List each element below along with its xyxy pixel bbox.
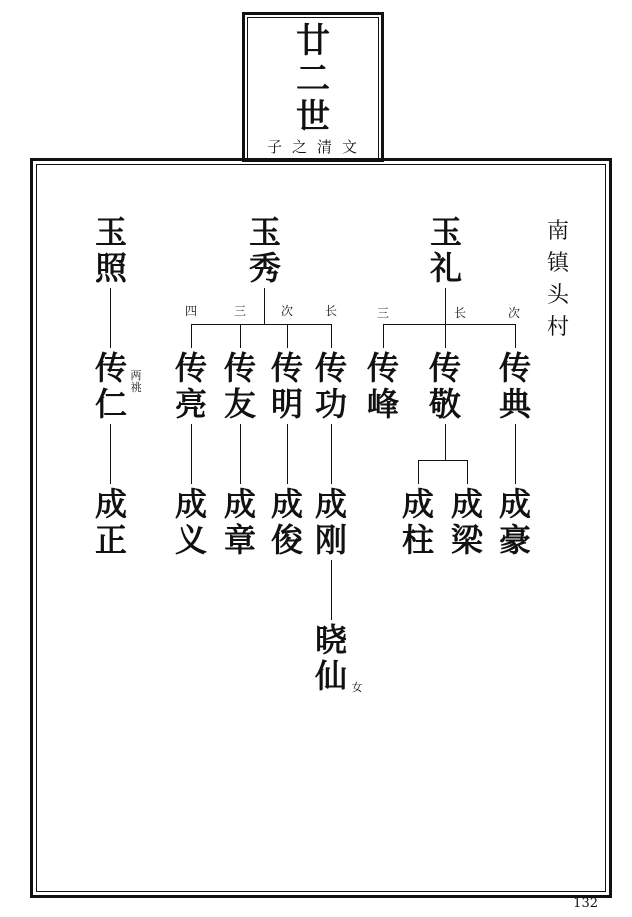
line-to-chuanyou <box>240 324 241 348</box>
person-yuli: 玉 礼 <box>429 213 462 287</box>
person-chengyi: 成 义 <box>174 485 207 559</box>
line-chenggang-xiaoxian <box>331 560 332 620</box>
person-chenggang: 成 刚 <box>314 485 347 559</box>
birth-order-label: 长 <box>324 304 337 318</box>
generation-title-char-3: 世 <box>296 97 330 137</box>
person-chengzhang: 成 章 <box>223 485 256 559</box>
generation-title-char-1: 廿 <box>296 21 330 61</box>
birth-order-label: 次 <box>507 306 520 320</box>
line-yuli-bar <box>383 324 515 325</box>
line-yuzhao-chuanren <box>110 288 111 348</box>
person-chuanjing: 传 敬 <box>428 349 461 423</box>
line-chuanyou-chengzhang <box>240 424 241 484</box>
person-yuzhao: 玉 照 <box>94 213 127 287</box>
line-to-chuangong <box>331 324 332 348</box>
person-chuanfeng: 传 峰 <box>366 349 399 423</box>
person-chenghao: 成 豪 <box>498 485 531 559</box>
note-liangtiao: 两 祧 <box>130 369 142 394</box>
line-chuandian-chenghao <box>515 424 516 484</box>
person-chengjun: 成 俊 <box>270 485 303 559</box>
birth-order-label: 四 <box>184 304 197 318</box>
line-chuanjing-trunk <box>445 424 446 460</box>
person-chuanming: 传 明 <box>270 349 303 423</box>
generation-subtitle: 子之清文 <box>266 138 367 156</box>
village-label: 南 镇 头 村 <box>546 219 569 340</box>
line-to-chengzhu <box>418 460 419 484</box>
person-chuandian: 传 典 <box>498 349 531 423</box>
page-number: 132 <box>573 896 598 911</box>
person-chuanliang: 传 亮 <box>174 349 207 423</box>
line-to-chuanming <box>287 324 288 348</box>
person-chengzhu: 成 柱 <box>401 485 434 559</box>
birth-order-label: 长 <box>453 306 466 320</box>
line-yuxiu-bar <box>191 324 331 325</box>
note-female: 女 <box>351 681 363 694</box>
line-to-chuanjing <box>445 324 446 348</box>
person-chuanyou: 传 友 <box>223 349 256 423</box>
line-to-chuanliang <box>191 324 192 348</box>
line-chuanjing-bar <box>418 460 467 461</box>
line-yuxiu-trunk <box>264 288 265 324</box>
person-xiaoxian: 晓 仙 <box>314 621 347 695</box>
line-to-chuandian <box>515 324 516 348</box>
line-to-chuanfeng <box>383 324 384 348</box>
birth-order-label: 三 <box>376 306 389 320</box>
generation-title-char-2: 二 <box>296 59 330 99</box>
person-chengliang: 成 梁 <box>450 485 483 559</box>
line-chuanming-chengjun <box>287 424 288 484</box>
line-chuanren-chengzheng <box>110 424 111 484</box>
birth-order-label: 次 <box>280 304 293 318</box>
birth-order-label: 三 <box>233 304 246 318</box>
line-yuli-trunk <box>445 288 446 324</box>
line-chuangong-chenggang <box>331 424 332 484</box>
line-to-chengliang <box>467 460 468 484</box>
person-chengzheng: 成 正 <box>94 485 127 559</box>
line-chuanliang-chengyi <box>191 424 192 484</box>
person-yuxiu: 玉 秀 <box>248 213 281 287</box>
person-chuanren: 传 仁 <box>94 349 127 423</box>
person-chuangong: 传 功 <box>314 349 347 423</box>
